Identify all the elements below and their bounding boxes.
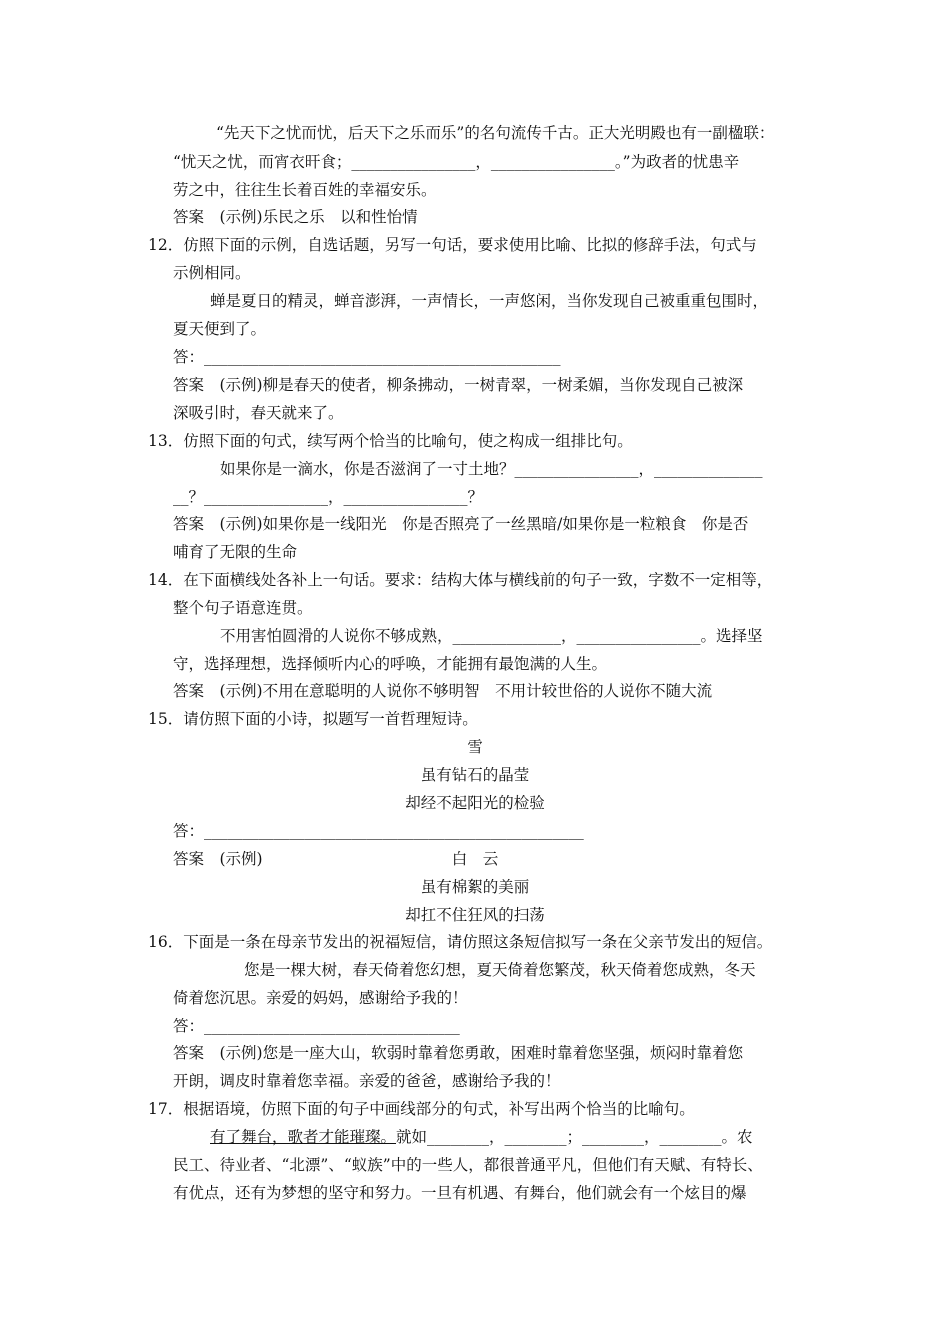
q14-example-2: 守，选择理想，选择倾听内心的呼唤，才能拥有最饱满的人生。 bbox=[173, 655, 608, 673]
q16-answer-2: 开朗，调皮时靠着您幸福。亲爱的爸爸，感谢给予我的！ bbox=[173, 1072, 561, 1090]
intro-answer: 答案 (示例)乐民之乐 以和性怡情 bbox=[173, 208, 418, 226]
q13-answer-1: 答案 (示例)如果你是一线阳光 你是否照亮了一丝黑暗/如果你是一粒粮食 你是否 bbox=[173, 515, 749, 533]
q12-example-1: 蝉是夏日的精灵，蝉音澎湃，一声情长，一声悠闲，当你发现自己被重重包围时， bbox=[210, 292, 769, 310]
q12-answer-blank: 答：______________________________________________ bbox=[173, 348, 561, 366]
q12-question-2: 示例相同。 bbox=[173, 264, 251, 282]
q12-example-2: 夏天便到了。 bbox=[173, 320, 267, 338]
q12-answer-2: 深吸引时，春天就来了。 bbox=[173, 404, 344, 422]
q16-answer-blank: 答：_________________________________ bbox=[173, 1017, 460, 1035]
q17-example-2: 民工、待业者、“北漂”、“蚁族”中的一些人，都很普通平凡，但他们有天赋、有特长、 bbox=[173, 1156, 763, 1174]
q15-poem-title: 雪 bbox=[467, 738, 483, 756]
q14-question-1: 14．在下面横线处各补上一句话。要求：结构大体与横线前的句子一致，字数不一定相等， bbox=[148, 571, 773, 589]
q16-example-2: 倚着您沉思。亲爱的妈妈，感谢给予我的！ bbox=[173, 989, 468, 1007]
q15-answer-label: 答案 (示例) bbox=[173, 850, 263, 868]
q12-answer-1: 答案 (示例)柳是春天的使者，柳条拂动，一树青翠，一树柔媚，当你发现自己被深 bbox=[173, 376, 744, 394]
q15-question-1: 15．请仿照下面的小诗，拟题写一首哲理短诗。 bbox=[148, 710, 478, 728]
q17-example-3: 有优点，还有为梦想的坚守和努力。一旦有机遇、有舞台，他们就会有一个炫目的爆 bbox=[173, 1184, 747, 1202]
q17-example-1-rest: 就如________，________；________，________。农 bbox=[396, 1128, 753, 1146]
q16-question-1: 16．下面是一条在母亲节发出的祝福短信，请仿照这条短信拟写一条在父亲节发出的短信。 bbox=[148, 933, 773, 951]
q15-answer-title: 白 云 bbox=[451, 850, 499, 868]
q15-poem-line-1: 虽有钻石的晶莹 bbox=[420, 766, 530, 784]
q16-example-1: 您是一棵大树，春天倚着您幻想，夏天倚着您繁茂，秋天倚着您成熟，冬天 bbox=[244, 961, 756, 979]
q13-example-2: __？________________，________________？ bbox=[173, 488, 484, 506]
q14-answer-1: 答案 (示例)不用在意聪明的人说你不够明智 不用计较世俗的人说你不随大流 bbox=[173, 682, 713, 700]
q17-example-1 bbox=[210, 1127, 753, 1147]
intro-line-2: “忧天之忧，而宵衣旰食；________________，________________。”为政者的忧患辛 bbox=[173, 153, 740, 171]
q17-underlined-sentence: 有了舞台，歌者才能璀璨。 bbox=[210, 1128, 397, 1146]
q17-question-1: 17．根据语境，仿照下面的句子中画线部分的句式，补写出两个恰当的比喻句。 bbox=[148, 1100, 695, 1118]
intro-line-1: “先天下之忧而忧，后天下之乐而乐”的名句流传千古。正大光明殿也有一副楹联： bbox=[216, 124, 775, 142]
q13-example-1: 如果你是一滴水，你是否滋润了一寸土地？________________，______________ bbox=[220, 460, 763, 478]
q13-answer-2: 哺育了无限的生命 bbox=[173, 543, 298, 561]
q13-question-1: 13．仿照下面的句式，续写两个恰当的比喻句，使之构成一组排比句。 bbox=[148, 432, 633, 450]
intro-line-3: 劳之中，往往生长着百姓的幸福安乐。 bbox=[173, 181, 437, 199]
q15-answer-blank: 答：_________________________________________________ bbox=[173, 822, 584, 840]
q15-answer-line-1: 虽有棉絮的美丽 bbox=[420, 878, 530, 896]
q15-poem-line-2: 却经不起阳光的检验 bbox=[405, 794, 545, 812]
q16-answer-1: 答案 (示例)您是一座大山，软弱时靠着您勇敢，困难时靠着您坚强，烦闷时靠着您 bbox=[173, 1044, 744, 1062]
q14-question-2: 整个句子语意连贯。 bbox=[173, 599, 313, 617]
q14-example-1: 不用害怕圆滑的人说你不够成熟，______________，________________。选择坚 bbox=[220, 627, 763, 645]
q12-question-1: 12．仿照下面的示例，自选话题，另写一句话，要求使用比喻、比拟的修辞手法，句式与 bbox=[148, 236, 757, 254]
q15-answer-line-2: 却扛不住狂风的扫荡 bbox=[405, 906, 545, 924]
